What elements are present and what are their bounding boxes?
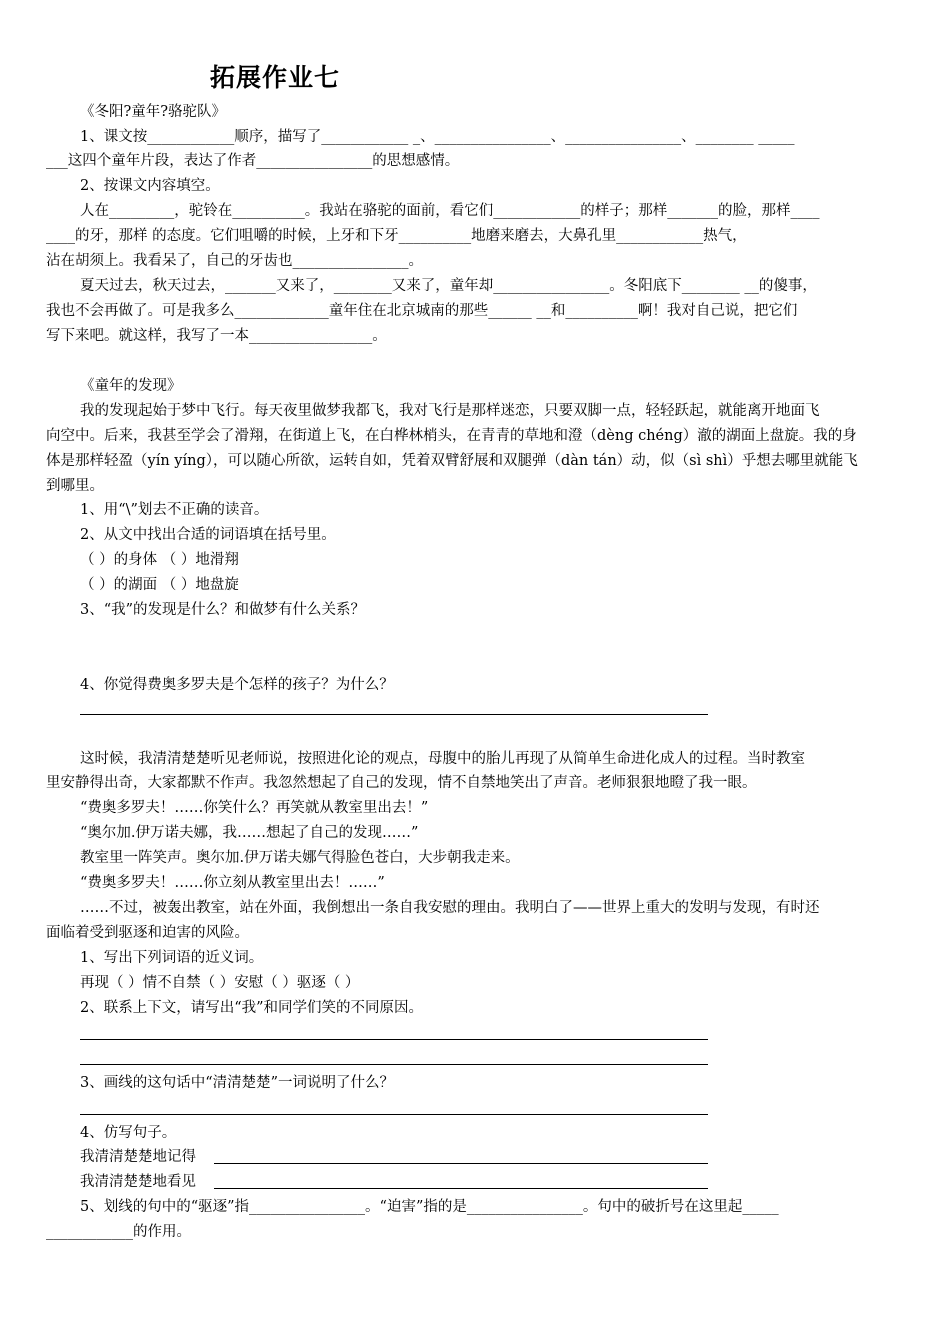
passage-3-line-7: ……不过，被轰出教室，站在外面，我倒想出一条自我安慰的理由。我明白了——世界上重大的发明与发现，有时还 (80, 900, 820, 916)
passage-3-line-1: 这时候，我清清楚楚听见老师说，按照进化论的观点，母腹中的胎儿再现了从简单生命进化成人的过程。当时教室 (80, 751, 805, 767)
question-1-line-2: ___这四个童年片段，表达了作者________________的思想感情。 (46, 153, 460, 169)
fill-blank-line-4: 夏天过去，秋天过去，_______又来了，________又来了，童年却________________。冬阳底下________ __的傻事， (80, 278, 817, 294)
s2-question-4: 4、你觉得费奥多罗夫是个怎样的孩子？为什么？ (80, 677, 394, 693)
s3-imitate-2: 我清清楚楚地看见 (80, 1174, 196, 1190)
s3-imitate-1: 我清清楚楚地记得 (80, 1149, 196, 1165)
s3-synonym-row: 再现（ ）情不自禁（ ）安慰（ ）驱逐（ ） (80, 975, 360, 991)
fill-blank-line-6: 写下来吧。就这样，我写了一本_________________。 (46, 328, 387, 344)
passage-3-line-6: “费奥多罗夫！……你立刻从教室里出去！……” (80, 875, 385, 891)
passage-3-line-4: “奥尔加.伊万诺夫娜，我……想起了自己的发现……” (80, 825, 419, 841)
passage-2-line-2: 向空中。后来，我甚至学会了滑翔，在街道上飞，在白桦林梢头，在青青的草地和澄（dèng chéng）澈的湖面上盘旋。我的身 (46, 428, 857, 444)
passage-3-line-2: 里安静得出奇，大家都默不作声。我忽然想起了自己的发现，情不自禁地笑出了声音。老师狠狠地瞪了我一眼。 (46, 775, 757, 791)
answer-line (80, 1064, 708, 1065)
s3-question-5: 5、划线的句中的“驱逐”指________________。“迫害”指的是________________。句中的破折号在这里起_____ (80, 1199, 779, 1215)
s3-question-2: 2、联系上下文，请写出“我”和同学们笑的不同原因。 (80, 1000, 424, 1016)
fill-blank-line-1: 人在_________，驼铃在__________。我站在骆驼的面前，看它们____________的样子；那样_______的脸，那样____ (80, 203, 820, 219)
section-heading-tongnian: 《童年的发现》 (80, 378, 182, 394)
answer-line (80, 1114, 708, 1115)
s3-question-4: 4、仿写句子。 (80, 1125, 177, 1141)
section-heading-dongyang: 《冬阳?童年?骆驼队》 (80, 104, 227, 120)
s2-question-1: 1、用“\”划去不正确的读音。 (80, 502, 269, 518)
answer-line (214, 1188, 708, 1189)
passage-2-line-1: 我的发现起始于梦中飞行。每天夜里做梦我都飞，我对飞行是那样迷恋，只要双脚一点，轻轻跃起，就能离开地面飞 (80, 403, 820, 419)
fill-blank-line-5: 我也不会再做了。可是我多么_____________童年住在北京城南的那些______ __和__________啊！我对自己说，把它们 (46, 303, 798, 319)
passage-3-line-3: “费奥多罗夫！……你笑什么？再笑就从教室里出去！” (80, 800, 429, 816)
s2-bracket-row-2: （ ）的湖面 （ ）地盘旋 (80, 577, 239, 593)
answer-line (214, 1163, 708, 1164)
answer-line (80, 1039, 708, 1040)
page-title: 拓展作业七 (210, 63, 341, 92)
s3-question-3: 3、画线的这句话中“清清楚楚”一词说明了什么？ (80, 1075, 395, 1091)
fill-blank-line-3: 沾在胡须上。我看呆了，自己的牙齿也________________。 (46, 253, 423, 269)
passage-2-line-4: 到哪里。 (46, 478, 104, 494)
s2-question-2: 2、从文中找出合适的词语填在括号里。 (80, 527, 336, 543)
question-1-line-1: 1、课文按____________顺序，描写了____________ _、________________、________________、________ _____ (80, 129, 795, 145)
passage-3-line-8: 面临着受到驱逐和迫害的风险。 (46, 925, 249, 941)
fill-blank-line-2: ____的牙，那样 的态度。它们咀嚼的时候，上牙和下牙__________地磨来磨去，大鼻孔里____________热气， (46, 228, 747, 244)
s3-question-1: 1、写出下列词语的近义词。 (80, 950, 264, 966)
answer-line (80, 714, 708, 715)
question-2-heading: 2、按课文内容填空。 (80, 178, 220, 194)
s2-bracket-row-1: （ ）的身体 （ ）地滑翔 (80, 552, 239, 568)
passage-3-line-5: 教室里一阵笑声。奥尔加.伊万诺夫娜气得脸色苍白，大步朝我走来。 (80, 850, 520, 866)
passage-2-line-3: 体是那样轻盈（yín yíng），可以随心所欲，运转自如，凭着双臂舒展和双腿弹（dàn tán）动，似（sì shì）乎想去哪里就能飞 (46, 453, 858, 469)
s2-question-3: 3、“我”的发现是什么？和做梦有什么关系？ (80, 602, 366, 618)
s3-question-5-cont: ____________的作用。 (46, 1224, 191, 1240)
